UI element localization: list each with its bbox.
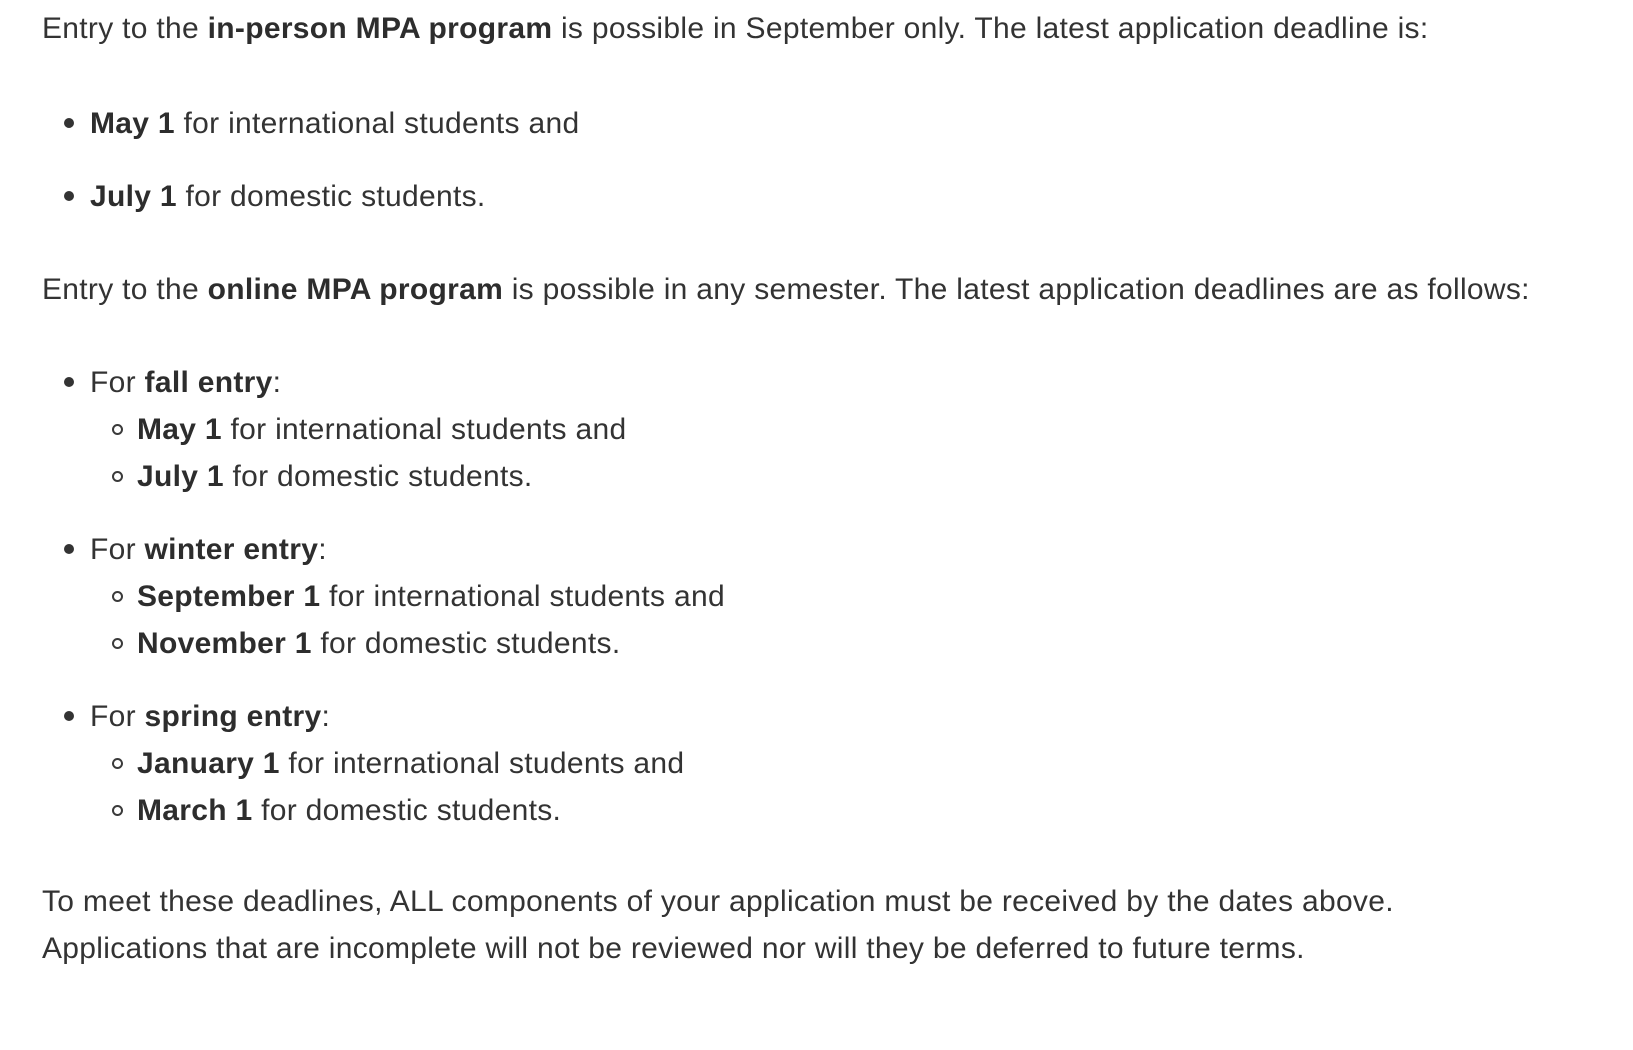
deadline-date: July 1: [90, 180, 177, 213]
text-run: :: [318, 533, 327, 566]
text-run: for domestic students.: [252, 794, 562, 827]
text-run: is possible in September only. The latest application deadline is:: [552, 12, 1429, 45]
list-item: [137, 453, 1542, 500]
text-run: Entry to the: [42, 273, 208, 306]
entry-term-bold: winter entry: [144, 533, 319, 566]
text-run: for international students and: [320, 580, 725, 613]
online-deadlines-list: [42, 359, 1542, 834]
list-item: [137, 740, 1542, 787]
list-item: [137, 787, 1542, 834]
spring-sub-list: [90, 740, 1542, 834]
text-run: for international students and: [279, 747, 685, 780]
text-run: is possible in any semester. The latest application deadlines are as follows:: [503, 273, 1530, 306]
text-run: :: [272, 366, 282, 399]
inperson-intro-paragraph: [42, 5, 1542, 52]
deadline-date: September 1: [137, 580, 321, 613]
deadline-date: May 1: [90, 107, 175, 140]
text-run: for domestic students.: [311, 627, 621, 660]
list-item: [137, 406, 1542, 453]
deadline-date: May 1: [137, 413, 222, 446]
winter-sub-list: [90, 573, 1542, 667]
deadline-date: November 1: [137, 627, 312, 660]
inperson-deadlines-list: [42, 100, 1542, 220]
closing-paragraph: [42, 878, 1542, 972]
fall-sub-list: [90, 406, 1542, 500]
inperson-program-bold: in-person MPA program: [207, 12, 553, 45]
text-run: For: [90, 533, 145, 566]
deadline-date: July 1: [137, 460, 224, 493]
deadline-date: March 1: [137, 794, 253, 827]
deadline-date: January 1: [137, 747, 280, 780]
list-item: [90, 100, 1542, 147]
text-run: for domestic students.: [223, 460, 533, 493]
text-run: for international students and: [174, 107, 580, 140]
text-run: For: [90, 700, 145, 733]
online-intro-paragraph: [42, 266, 1542, 313]
list-item-spring-entry: [90, 693, 1542, 834]
entry-term-bold: fall entry: [144, 366, 273, 399]
text-run: :: [321, 700, 331, 733]
list-item-fall-entry: [90, 359, 1542, 500]
text-run: Entry to the: [42, 12, 208, 45]
text-run: To meet these deadlines, ALL components of your application must be received by the dates above. Applications that are incomplete will not be reviewed nor will they be deferred to future terms.: [42, 885, 1394, 965]
list-item-winter-entry: [90, 526, 1542, 667]
text-run: For: [90, 366, 145, 399]
list-item: [137, 573, 1542, 620]
text-run: for domestic students.: [176, 180, 486, 213]
list-item: [137, 620, 1542, 667]
text-run: for international students and: [221, 413, 627, 446]
list-item: [90, 173, 1542, 220]
online-program-bold: online MPA program: [207, 273, 504, 306]
entry-term-bold: spring entry: [144, 700, 322, 733]
